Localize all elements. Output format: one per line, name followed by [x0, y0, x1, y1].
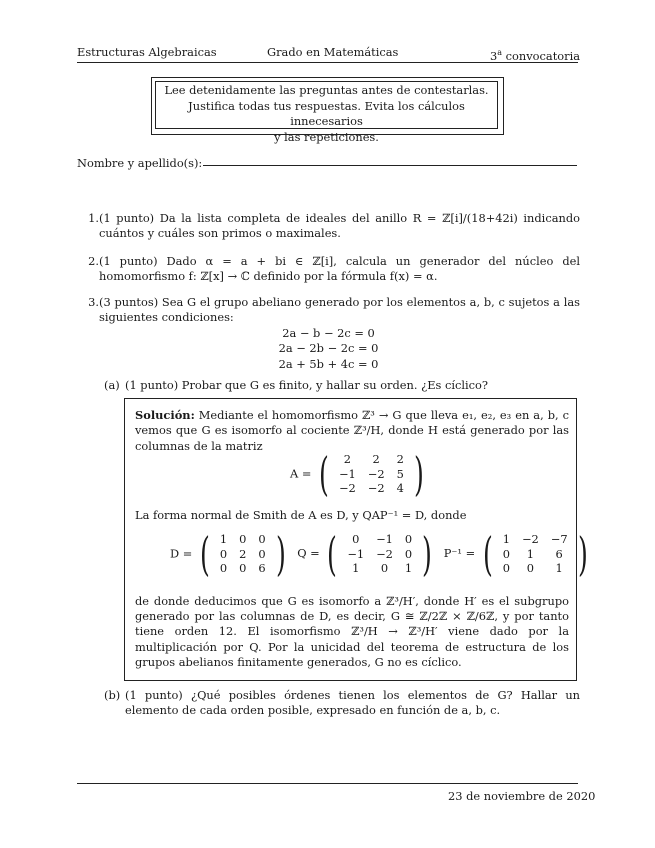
- matrix-Pinv: [497, 532, 574, 575]
- footer-rule: [77, 783, 578, 784]
- matrix-cell: 0: [380, 561, 389, 576]
- header-rule: [77, 62, 578, 63]
- matrix-cell: 0: [219, 561, 228, 576]
- matrix-cell: 2: [239, 546, 247, 561]
- matrix-cell: −2: [376, 546, 393, 561]
- question-number: 1.: [88, 211, 99, 225]
- matrix-cell: 0: [526, 561, 534, 576]
- condition-equations: [77, 326, 580, 372]
- instructions-line-3: y las repeticiones.: [274, 129, 379, 144]
- question-text: (1 punto) Dado α = a + bi ∈ ℤ[i], calcula un generador del núcleo del homomorfismo f: ℤ[x] → ℂ definido por la fórmula f(x) = α.: [99, 254, 580, 284]
- matrix-cell: 1: [219, 532, 228, 547]
- matrix-cell: 0: [502, 561, 510, 576]
- matrix-D: [214, 532, 272, 575]
- matrix-cell: 1: [526, 546, 534, 561]
- left-paren: (: [199, 527, 210, 581]
- matrix-A-block: [290, 447, 428, 501]
- matrix-A: [333, 452, 410, 495]
- matrix-cell: 6: [555, 546, 563, 561]
- matrix-cell: 0: [404, 546, 413, 561]
- matrix-Q-label: Q =: [297, 546, 320, 561]
- matrix-cell: −2: [367, 481, 385, 496]
- footer-date: 23 de noviembre de 2020: [448, 789, 596, 803]
- left-paren: (: [327, 527, 338, 581]
- equation-3: 2a + 5b + 4c = 0: [278, 356, 379, 371]
- matrix-cell: −1: [338, 466, 356, 481]
- right-paren: ): [577, 527, 588, 581]
- question-number: 2.: [88, 254, 99, 268]
- solution-heading: Solución:: [135, 408, 195, 422]
- solution-para-1: [135, 408, 569, 454]
- matrix-cell: −2: [338, 481, 356, 496]
- matrix-cell: 0: [239, 561, 247, 576]
- matrix-cell: 0: [258, 532, 266, 547]
- matrix-cell: −7: [550, 532, 568, 547]
- question-text: (3 puntos) Sea G el grupo abeliano generado por los elementos a, b, c sujetos a las siguientes condiciones:: [99, 295, 580, 325]
- matrix-Q: [341, 532, 418, 575]
- header-session-num: 3: [490, 48, 498, 63]
- header-course: Estructuras Algebraicas: [77, 45, 217, 59]
- header-session-text: convocatoria: [502, 48, 581, 63]
- instructions-line-2: Justifica todas tus respuestas. Evita los cálculos innecesarios: [188, 98, 465, 129]
- right-paren: ): [413, 447, 424, 501]
- matrix-cell: 2: [372, 452, 380, 467]
- question-2: [77, 254, 580, 285]
- matrix-cell: 6: [258, 561, 266, 576]
- header-degree: Grado en Matemáticas: [267, 45, 399, 59]
- matrix-cell: −1: [376, 532, 393, 547]
- matrix-cell: −1: [347, 546, 365, 561]
- matrix-A-label: A =: [290, 466, 312, 481]
- part-a-label: (a): [104, 378, 120, 392]
- instructions-box: [155, 81, 498, 144]
- matrix-cell: 0: [258, 546, 266, 561]
- solution-para-3: de donde deducimos que G es isomorfo a ℤ³/H′, donde H′ es el subgrupo generado por las columnas de D, es decir, G ≅ ℤ/2ℤ × ℤ/6ℤ, y por tanto tiene orden 12. El isomorfismo ℤ³/H → ℤ³/H′ viene dado por la multiplicación por Q. Por la unicidad del teorema de estructura de los grupos abelianos finitamente generados, G no es cíclico.: [135, 594, 569, 669]
- matrix-cell: 1: [352, 561, 360, 576]
- matrix-cell: 1: [502, 532, 510, 547]
- instructions-line-1: Lee detenidamente las preguntas antes de contestarlas.: [164, 83, 489, 97]
- equation-2: 2a − 2b − 2c = 0: [278, 341, 379, 356]
- matrix-cell: 2: [343, 452, 351, 467]
- matrix-Pinv-label: P⁻¹ =: [443, 546, 476, 561]
- solution-para-2: La forma normal de Smith de A es D, y QAP⁻¹ = D, donde: [135, 508, 467, 522]
- smith-matrices: [170, 527, 592, 581]
- matrix-cell: 1: [555, 561, 563, 576]
- matrix-cell: 0: [239, 532, 247, 547]
- name-label: Nombre y apellido(s):: [77, 156, 203, 170]
- header-session-sup: a: [497, 48, 503, 57]
- matrix-cell: −2: [521, 532, 539, 547]
- matrix-cell: 5: [396, 466, 404, 481]
- matrix-cell: 4: [396, 481, 404, 496]
- part-a-text: (1 punto) Probar que G es finito, y hallar su orden. ¿Es cíclico?: [125, 378, 489, 392]
- matrix-cell: −2: [367, 466, 385, 481]
- question-number: 3.: [88, 295, 99, 309]
- question-1: [77, 211, 580, 242]
- right-paren: ): [422, 527, 433, 581]
- equation-1: 2a − b − 2c = 0: [282, 326, 375, 340]
- question-3: [77, 295, 580, 326]
- part-b-text: (1 punto) ¿Qué posibles órdenes tienen los elementos de G? Hallar un elemento de cada orden posible, expresado en función de a, b, c.: [125, 688, 580, 718]
- solution-para-1-text: Mediante el homomorfismo ℤ³ → G que lleva e₁, e₂, e₃ en a, b, c vemos que G es isomorfo al cociente ℤ³/H, donde H está generado por las columnas de la matriz: [135, 408, 569, 453]
- matrix-cell: 1: [404, 561, 413, 576]
- matrix-D-label: D =: [170, 546, 193, 561]
- right-paren: ): [275, 527, 286, 581]
- matrix-cell: 0: [219, 546, 228, 561]
- part-b-label: (b): [104, 688, 121, 702]
- question-text: (1 punto) Da la lista completa de ideales del anillo R = ℤ[i]/(18+42i) indicando cuántos y cuáles son primos o maximales.: [99, 211, 580, 241]
- name-input-line[interactable]: [203, 165, 577, 166]
- left-paren: (: [319, 447, 329, 501]
- matrix-cell: 0: [502, 546, 510, 561]
- matrix-cell: 0: [404, 532, 413, 547]
- matrix-cell: 0: [352, 532, 360, 547]
- left-paren: (: [482, 527, 493, 581]
- matrix-cell: 2: [396, 452, 404, 467]
